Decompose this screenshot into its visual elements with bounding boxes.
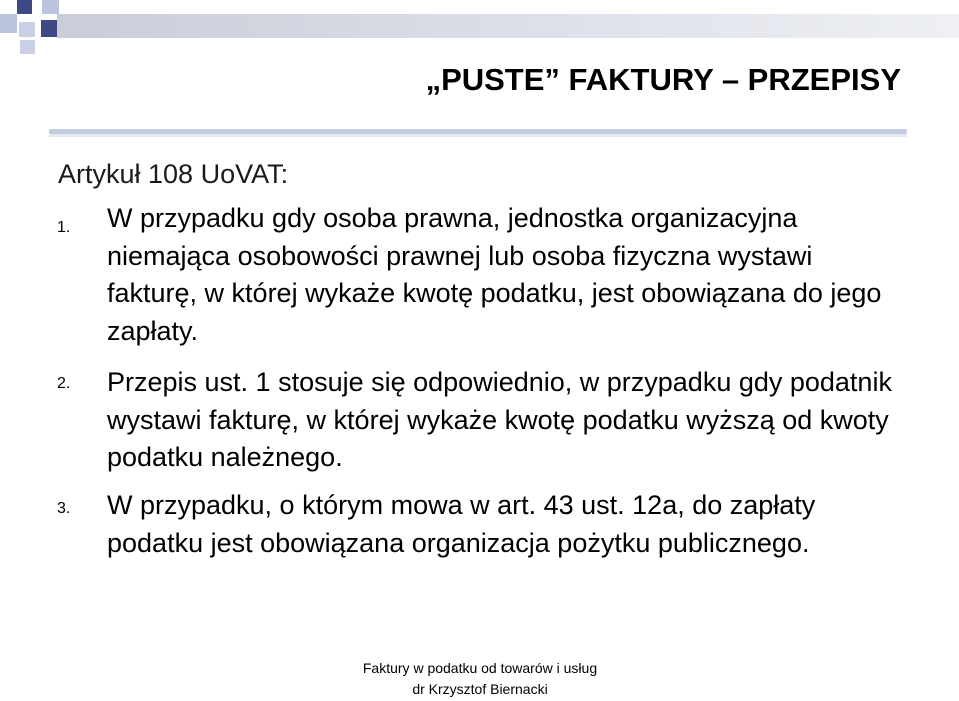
header-bar	[57, 14, 959, 38]
footer-line-1: Faktury w podatku od towarów i usług	[362, 660, 598, 676]
list-item-number: 3.	[57, 500, 71, 517]
corner-square-light	[20, 40, 35, 54]
title-divider-shadow	[49, 134, 907, 137]
corner-square-light	[0, 14, 17, 33]
slide-title: „PUSTE” FAKTURY – PRZEPISY	[425, 62, 901, 97]
list-item-text: Przepis ust. 1 stosuje się odpowiednio, w przypadku gdy podatnik wystawi fakturę, w której wykaże kwotę podatku wyższą od kwoty podatku należnego.	[107, 367, 892, 472]
corner-square-dark	[17, 0, 32, 14]
article-heading: Artykuł 108 UoVAT:	[58, 159, 289, 189]
list-item-text: W przypadku, o którym mowa w art. 43 ust. 12a, do zapłaty podatku jest obowiązana organizacja pożytku publicznego.	[107, 490, 816, 558]
corner-square-dark	[41, 20, 57, 37]
list-item-number: 1.	[57, 219, 71, 236]
list-item-number: 2.	[57, 375, 71, 392]
footer-author: dr Krzysztof Biernacki	[412, 681, 548, 697]
corner-square-light	[42, 0, 59, 14]
list-item-text: W przypadku gdy osoba prawna, jednostka organizacyjna niemająca osobowości prawnej lub osoba fizyczna wystawi fakturę, w której wykaże kwotę podatku, jest obowiązana do jego zapłaty.	[107, 203, 882, 346]
corner-square-light	[19, 22, 35, 37]
